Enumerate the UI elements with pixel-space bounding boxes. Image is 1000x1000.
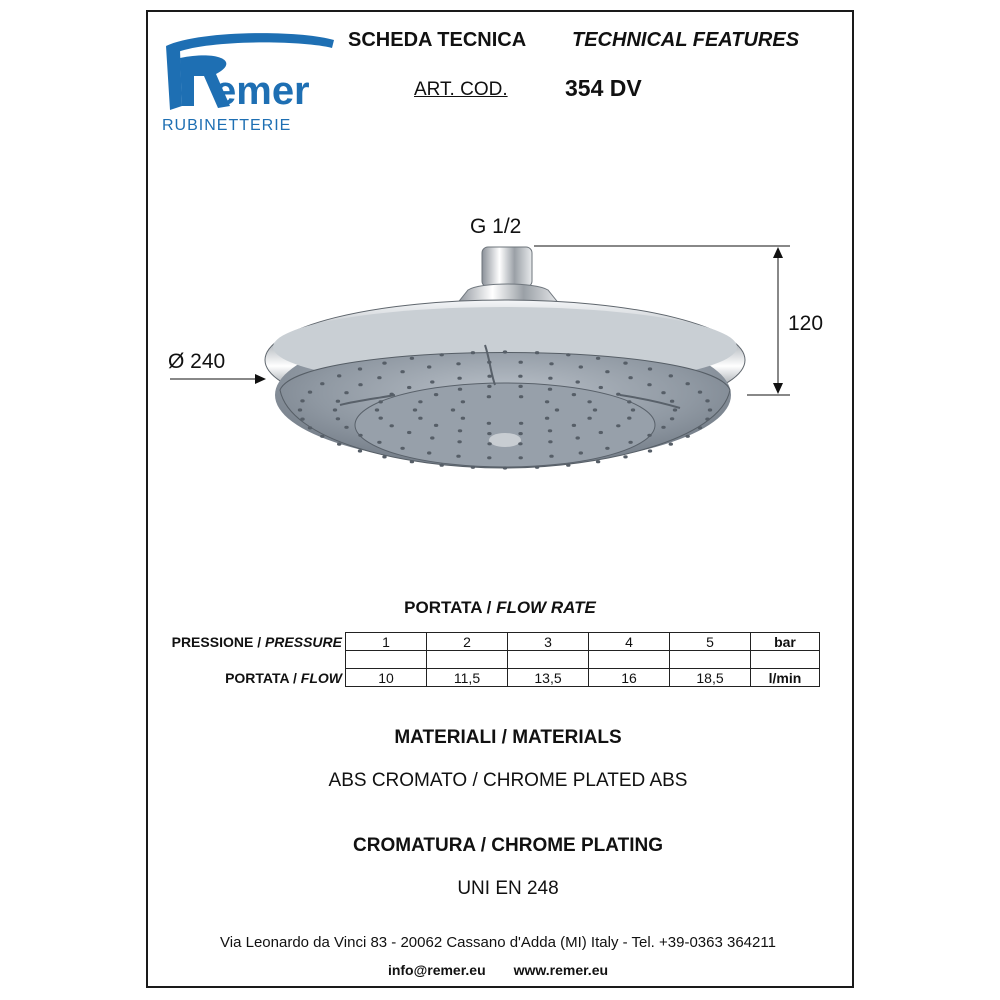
nozzle-dot — [487, 385, 491, 388]
diameter-label: Ø 240 — [168, 350, 226, 373]
nozzle-dot — [320, 435, 324, 438]
nozzle-dot — [579, 365, 583, 368]
nozzle-dot — [705, 399, 709, 402]
flow-value: 18,5 — [670, 669, 751, 687]
nozzle-dot — [616, 424, 620, 427]
nozzle-dot — [487, 432, 491, 435]
nozzle-dot — [647, 383, 651, 386]
nozzle-dot — [344, 391, 348, 394]
nozzle-dot — [631, 408, 635, 411]
nozzle-dot — [427, 451, 431, 454]
nozzle-dot — [686, 435, 690, 438]
nozzle-dot — [623, 455, 627, 458]
nozzle-dot — [548, 388, 552, 391]
nozzle-dot — [661, 391, 665, 394]
nozzle-dot — [337, 443, 341, 446]
flow-rate-table — [149, 632, 820, 687]
nozzle-dot — [548, 429, 552, 432]
pressure-value: 2 — [427, 633, 508, 651]
nozzle-dot — [686, 382, 690, 385]
nozzle-dot — [377, 376, 381, 379]
plating-title: CROMATURA / CHROME PLATING — [353, 835, 663, 856]
flow-row-label: PORTATA / FLOW — [225, 669, 342, 686]
nozzle-dot — [434, 424, 438, 427]
website-link[interactable]: www.remer.eu — [513, 962, 609, 978]
flow-value: 16 — [589, 669, 670, 687]
nozzle-dot — [471, 466, 475, 469]
nozzle-dot — [587, 400, 591, 403]
height-label: 120 — [788, 312, 824, 335]
nozzle-dot — [461, 417, 465, 420]
nozzle-dot — [308, 391, 312, 394]
nozzle-dot — [661, 426, 665, 429]
nozzle-dot — [336, 417, 340, 420]
nozzle-dot — [471, 351, 475, 354]
nozzle-dot — [440, 464, 444, 467]
pressure-value: 4 — [589, 633, 670, 651]
nozzle-dot — [375, 408, 379, 411]
pressure-row-label: PRESSIONE / PRESSURE — [171, 633, 342, 650]
logo-subtitle: RUBINETTERIE — [162, 117, 292, 134]
nozzle-dot — [587, 417, 591, 420]
nozzle-dot — [487, 375, 491, 378]
nozzle-dot — [518, 375, 522, 378]
nozzle-dot — [379, 400, 383, 403]
nozzle-dot — [458, 429, 462, 432]
nozzle-dot — [390, 424, 394, 427]
nozzle-dot — [300, 399, 304, 402]
nozzle-dot — [418, 400, 422, 403]
flow-value: 10 — [346, 669, 427, 687]
nozzle-dot — [596, 460, 600, 463]
nozzle-dot — [566, 353, 570, 356]
pressure-value: 1 — [346, 633, 427, 651]
nozzle-dot — [599, 431, 603, 434]
nozzle-dot — [669, 443, 673, 446]
nozzle-dot — [461, 400, 465, 403]
nozzle-dot — [708, 408, 712, 411]
nozzle-dot — [627, 400, 631, 403]
nozzle-dot — [298, 408, 302, 411]
nozzle-dot — [705, 418, 709, 421]
nozzle-dot — [576, 380, 580, 383]
nozzle-dot — [358, 367, 362, 370]
nozzle-dot — [440, 353, 444, 356]
nozzle-dot — [333, 408, 337, 411]
nozzle-dot — [337, 374, 341, 377]
nozzle-dot — [647, 434, 651, 437]
nozzle-dot — [628, 441, 632, 444]
nozzle-dot — [382, 455, 386, 458]
nozzle-dot — [549, 362, 553, 365]
nozzle-dot — [555, 408, 559, 411]
nozzle-dot — [572, 424, 576, 427]
nozzle-dot — [673, 408, 677, 411]
technical-features-heading: TECHNICAL FEATURES — [572, 29, 800, 51]
nozzle-dot — [503, 350, 507, 353]
nozzle-dot — [518, 385, 522, 388]
footer-contacts — [0, 962, 996, 978]
nozzle-dot — [430, 436, 434, 439]
nozzle-dot — [358, 449, 362, 452]
nozzle-dot — [458, 388, 462, 391]
nozzle-dot — [344, 426, 348, 429]
plating-value: UNI EN 248 — [457, 878, 559, 899]
flow-value: 11,5 — [427, 669, 508, 687]
nozzle-dot — [628, 376, 632, 379]
nozzle-dot — [427, 365, 431, 368]
pressure-unit: bar — [751, 633, 820, 651]
nozzle-dot — [572, 393, 576, 396]
email-link[interactable]: info@remer.eu — [387, 962, 486, 978]
nozzle-dot — [487, 395, 491, 398]
nozzle-dot — [400, 447, 404, 450]
pressure-value: 3 — [508, 633, 589, 651]
nozzle-dot — [596, 357, 600, 360]
nozzle-dot — [300, 418, 304, 421]
nozzle-dot — [418, 417, 422, 420]
connection-size-label: G 1/2 — [470, 215, 522, 238]
nozzle-dot — [579, 451, 583, 454]
nozzle-dot — [430, 380, 434, 383]
pressure-value: 5 — [670, 633, 751, 651]
nozzle-dot — [377, 441, 381, 444]
nozzle-dot — [503, 466, 507, 469]
nozzle-dot — [599, 386, 603, 389]
nozzle-dot — [698, 426, 702, 429]
nozzle-dot — [545, 417, 549, 420]
nozzle-dot — [670, 417, 674, 420]
flow-rate-title: PORTATA / FLOW RATE — [404, 598, 596, 617]
nozzle-dot — [407, 386, 411, 389]
nozzle-dot — [518, 432, 522, 435]
art-code-value: 354 DV — [565, 75, 642, 101]
nozzle-dot — [400, 370, 404, 373]
nozzle-dot — [413, 408, 417, 411]
nozzle-dot — [535, 466, 539, 469]
nozzle-dot — [451, 408, 455, 411]
nozzle-dot — [648, 449, 652, 452]
table-row — [149, 669, 820, 687]
nozzle-dot — [566, 464, 570, 467]
nozzle-dot — [487, 442, 491, 445]
nozzle-dot — [487, 456, 491, 459]
nozzle-dot — [548, 377, 552, 380]
nozzle-dot — [434, 393, 438, 396]
nozzle-dot — [379, 417, 383, 420]
nozzle-dot — [698, 391, 702, 394]
footer-address: Via Leonardo da Vinci 83 - 20062 Cassano d'Adda (MI) Italy - Tel. +39-0363 364211 — [220, 934, 776, 951]
nozzle-dot — [410, 460, 414, 463]
nozzle-dot — [410, 357, 414, 360]
nozzle-dot — [457, 440, 461, 443]
table-row — [149, 651, 820, 669]
nozzle-dot — [576, 436, 580, 439]
materials-value: ABS CROMATO / CHROME PLATED ABS — [328, 770, 688, 791]
nozzle-dot — [456, 362, 460, 365]
nozzle-dot — [487, 422, 491, 425]
nozzle-dot — [545, 400, 549, 403]
nozzle-dot — [648, 367, 652, 370]
nozzle-dot — [336, 400, 340, 403]
nozzle-dot — [358, 383, 362, 386]
nozzle-dot — [518, 442, 522, 445]
flow-unit: l/min — [751, 669, 820, 687]
nozzle-dot — [593, 408, 597, 411]
flow-value: 13,5 — [508, 669, 589, 687]
nozzle-dot — [548, 440, 552, 443]
nozzle-dot — [456, 455, 460, 458]
nozzle-dot — [487, 361, 491, 364]
svg-text:emer: emer — [214, 69, 310, 113]
nozzle-dot — [519, 361, 523, 364]
nozzle-dot — [623, 362, 627, 365]
nozzle-dot — [616, 393, 620, 396]
nozzle-dot — [320, 382, 324, 385]
nozzle-dot — [390, 393, 394, 396]
scheda-tecnica-heading: SCHEDA TECNICA — [348, 29, 527, 51]
nozzle-dot — [605, 370, 609, 373]
table-row — [149, 633, 820, 651]
nozzle-dot — [308, 426, 312, 429]
nozzle-dot — [670, 400, 674, 403]
materials-title: MATERIALI / MATERIALS — [394, 727, 622, 748]
nozzle-dot — [519, 395, 523, 398]
nozzle-dot — [605, 447, 609, 450]
nozzle-dot — [407, 431, 411, 434]
nozzle-dot — [457, 377, 461, 380]
nozzle-dot — [549, 455, 553, 458]
nozzle-dot — [358, 434, 362, 437]
nozzle-dot — [669, 374, 673, 377]
nozzle-dot — [519, 456, 523, 459]
nozzle-dot — [382, 362, 386, 365]
nozzle-dot — [535, 351, 539, 354]
nozzle-dot — [519, 422, 523, 425]
nozzle-dot — [627, 417, 631, 420]
art-code-label: ART. COD. — [414, 79, 508, 100]
